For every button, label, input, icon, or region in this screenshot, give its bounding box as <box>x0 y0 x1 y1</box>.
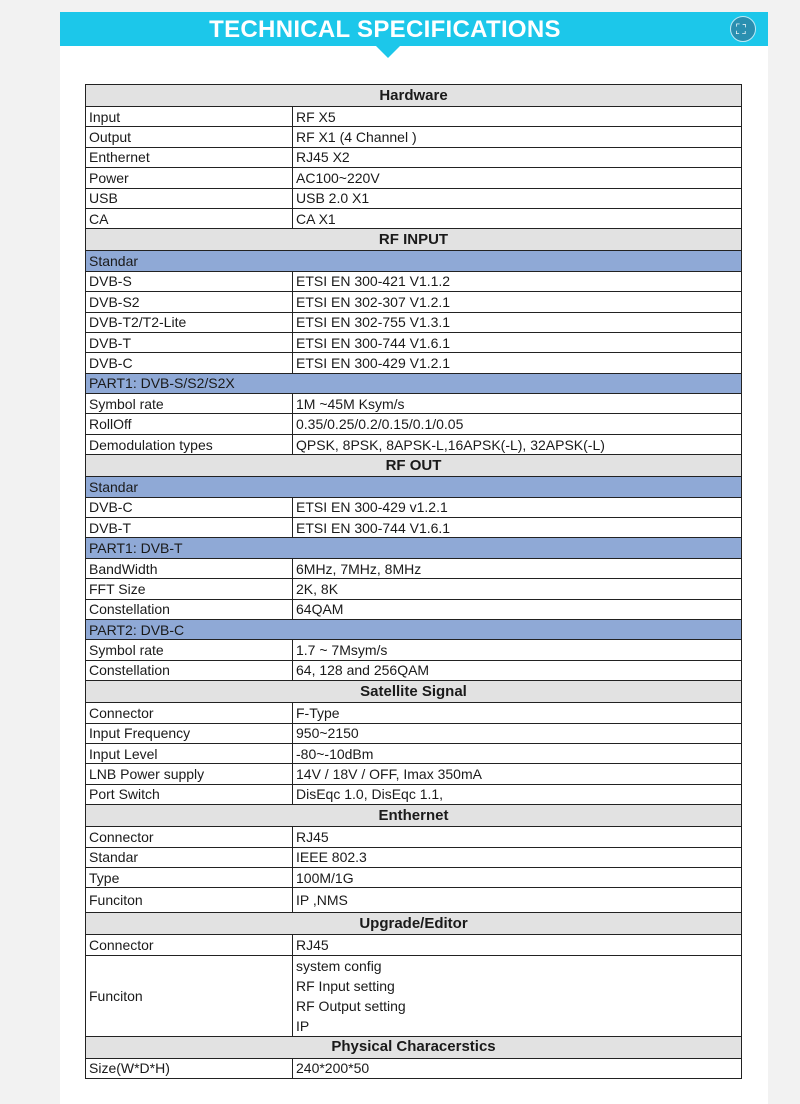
function-line: IP <box>296 1017 310 1034</box>
section-header-row <box>86 229 742 251</box>
spec-label: DVB-C <box>86 353 293 373</box>
spec-row <box>86 599 742 619</box>
spec-row <box>86 332 742 352</box>
spec-label: FFT Size <box>86 579 293 599</box>
spec-label: Constellation <box>86 660 293 680</box>
spec-label: DVB-T <box>86 332 293 352</box>
spec-value: ETSI EN 300-421 V1.1.2 <box>293 271 742 291</box>
spec-row <box>86 640 742 660</box>
spec-label: Connector <box>86 827 293 847</box>
spec-row <box>86 394 742 414</box>
section-header-row <box>86 1036 742 1058</box>
page-title: TECHNICAL SPECIFICATIONS <box>209 16 561 43</box>
spec-row <box>86 434 742 454</box>
spec-value: 2K, 8K <box>293 579 742 599</box>
section-title: Physical Characerstics <box>86 1036 742 1058</box>
spec-label: DVB-S2 <box>86 292 293 312</box>
spec-label: Type <box>86 867 293 887</box>
spec-value: 950~2150 <box>293 723 742 743</box>
spec-row <box>86 579 742 599</box>
function-line: system config <box>296 957 382 974</box>
spec-row <box>86 660 742 680</box>
section-title: Satellite Signal <box>86 681 742 703</box>
spec-row <box>86 723 742 743</box>
spec-row <box>86 518 742 538</box>
spec-value-list <box>293 955 742 1036</box>
spec-value: 1M ~45M Ksym/s <box>293 394 742 414</box>
spec-value: QPSK, 8PSK, 8APSK-L,16APSK(-L), 32APSK(-L) <box>293 434 742 454</box>
spec-value: IEEE 802.3 <box>293 847 742 867</box>
spec-label: DVB-T2/T2-Lite <box>86 312 293 332</box>
subsection-label: PART1: DVB-S/S2/S2X <box>86 373 742 393</box>
spec-value: USB 2.0 X1 <box>293 188 742 208</box>
function-line: RF Input setting <box>296 977 395 994</box>
section-title: RF OUT <box>86 455 742 477</box>
spec-row <box>86 935 742 955</box>
section-header-row <box>86 681 742 703</box>
subsection-band-row <box>86 538 742 558</box>
spec-label: Input <box>86 107 293 127</box>
spec-value: ETSI EN 300-429 v1.2.1 <box>293 497 742 517</box>
spec-value: ETSI EN 302-755 V1.3.1 <box>293 312 742 332</box>
subsection-band-row <box>86 373 742 393</box>
spec-value: ETSI EN 300-744 V1.6.1 <box>293 332 742 352</box>
spec-label: Port Switch <box>86 784 293 804</box>
spec-value: -80~-10dBm <box>293 743 742 763</box>
spec-label: Demodulation types <box>86 434 293 454</box>
spec-label: Connector <box>86 935 293 955</box>
subsection-label: Standar <box>86 477 742 497</box>
spec-row <box>86 147 742 167</box>
spec-value: DisEqc 1.0, DisEqc 1.1, <box>293 784 742 804</box>
spec-label: RollOff <box>86 414 293 434</box>
section-header-row <box>86 805 742 827</box>
spec-value: ETSI EN 300-429 V1.2.1 <box>293 353 742 373</box>
spec-row <box>86 107 742 127</box>
spec-value: 100M/1G <box>293 867 742 887</box>
spec-row <box>86 414 742 434</box>
spec-value: F-Type <box>293 703 742 723</box>
spec-row <box>86 558 742 578</box>
spec-label: CA <box>86 208 293 228</box>
spec-row <box>86 208 742 228</box>
spec-value: ETSI EN 300-744 V1.6.1 <box>293 518 742 538</box>
section-header-row <box>86 455 742 477</box>
spec-row <box>86 188 742 208</box>
spec-row <box>86 784 742 804</box>
subsection-band-row <box>86 619 742 639</box>
spec-row <box>86 764 742 784</box>
spec-value: 1.7 ~ 7Msym/s <box>293 640 742 660</box>
subsection-label: PART1: DVB-T <box>86 538 742 558</box>
spec-label: DVB-C <box>86 497 293 517</box>
subsection-label: PART2: DVB-C <box>86 619 742 639</box>
zoom-expand-button[interactable] <box>730 16 756 42</box>
spec-row <box>86 271 742 291</box>
spec-label: Symbol rate <box>86 640 293 660</box>
spec-label: Size(W*D*H) <box>86 1058 293 1078</box>
spec-row <box>86 1058 742 1078</box>
specifications-table <box>85 84 742 1079</box>
spec-label: Standar <box>86 847 293 867</box>
spec-row <box>86 312 742 332</box>
spec-value: RJ45 <box>293 935 742 955</box>
spec-value: 64QAM <box>293 599 742 619</box>
spec-row <box>86 888 742 913</box>
spec-value: IP ,NMS <box>293 888 742 913</box>
section-header-row <box>86 85 742 107</box>
spec-row <box>86 353 742 373</box>
spec-label: LNB Power supply <box>86 764 293 784</box>
spec-label: Input Level <box>86 743 293 763</box>
spec-row <box>86 168 742 188</box>
subsection-band-row <box>86 477 742 497</box>
spec-row-multiline <box>86 955 742 1036</box>
function-line: RF Output setting <box>296 997 406 1014</box>
section-title: RF INPUT <box>86 229 742 251</box>
spec-label: Constellation <box>86 599 293 619</box>
spec-value: AC100~220V <box>293 168 742 188</box>
spec-row <box>86 743 742 763</box>
subsection-band-row <box>86 251 742 271</box>
spec-label: Funciton <box>86 955 293 1036</box>
spec-row <box>86 292 742 312</box>
section-title: Hardware <box>86 85 742 107</box>
spec-label: DVB-S <box>86 271 293 291</box>
spec-value: RJ45 <box>293 827 742 847</box>
spec-row <box>86 497 742 517</box>
spec-value: 0.35/0.25/0.2/0.15/0.1/0.05 <box>293 414 742 434</box>
spec-value: ETSI EN 302-307 V1.2.1 <box>293 292 742 312</box>
spec-row <box>86 847 742 867</box>
spec-value: RJ45 X2 <box>293 147 742 167</box>
spec-label: Symbol rate <box>86 394 293 414</box>
spec-label: DVB-T <box>86 518 293 538</box>
spec-row <box>86 127 742 147</box>
spec-row <box>86 827 742 847</box>
spec-row <box>86 867 742 887</box>
spec-label: Input Frequency <box>86 723 293 743</box>
spec-label: USB <box>86 188 293 208</box>
spec-value: 240*200*50 <box>293 1058 742 1078</box>
spec-row <box>86 703 742 723</box>
spec-value: RF X5 <box>293 107 742 127</box>
section-header-row <box>86 913 742 935</box>
subsection-label: Standar <box>86 251 742 271</box>
spec-label: Enthernet <box>86 147 293 167</box>
spec-value: 64, 128 and 256QAM <box>293 660 742 680</box>
section-title: Enthernet <box>86 805 742 827</box>
spec-label: Output <box>86 127 293 147</box>
spec-value: 6MHz, 7MHz, 8MHz <box>293 558 742 578</box>
title-banner <box>60 12 768 46</box>
spec-value: 14V / 18V / OFF, Imax 350mA <box>293 764 742 784</box>
section-title: Upgrade/Editor <box>86 913 742 935</box>
zoom-expand-icon: ⛶ <box>736 21 746 37</box>
spec-value: CA X1 <box>293 208 742 228</box>
spec-label: Funciton <box>86 888 293 913</box>
spec-label: BandWidth <box>86 558 293 578</box>
banner-notch <box>376 46 400 58</box>
spec-label: Connector <box>86 703 293 723</box>
spec-label: Power <box>86 168 293 188</box>
spec-value: RF X1 (4 Channel ) <box>293 127 742 147</box>
